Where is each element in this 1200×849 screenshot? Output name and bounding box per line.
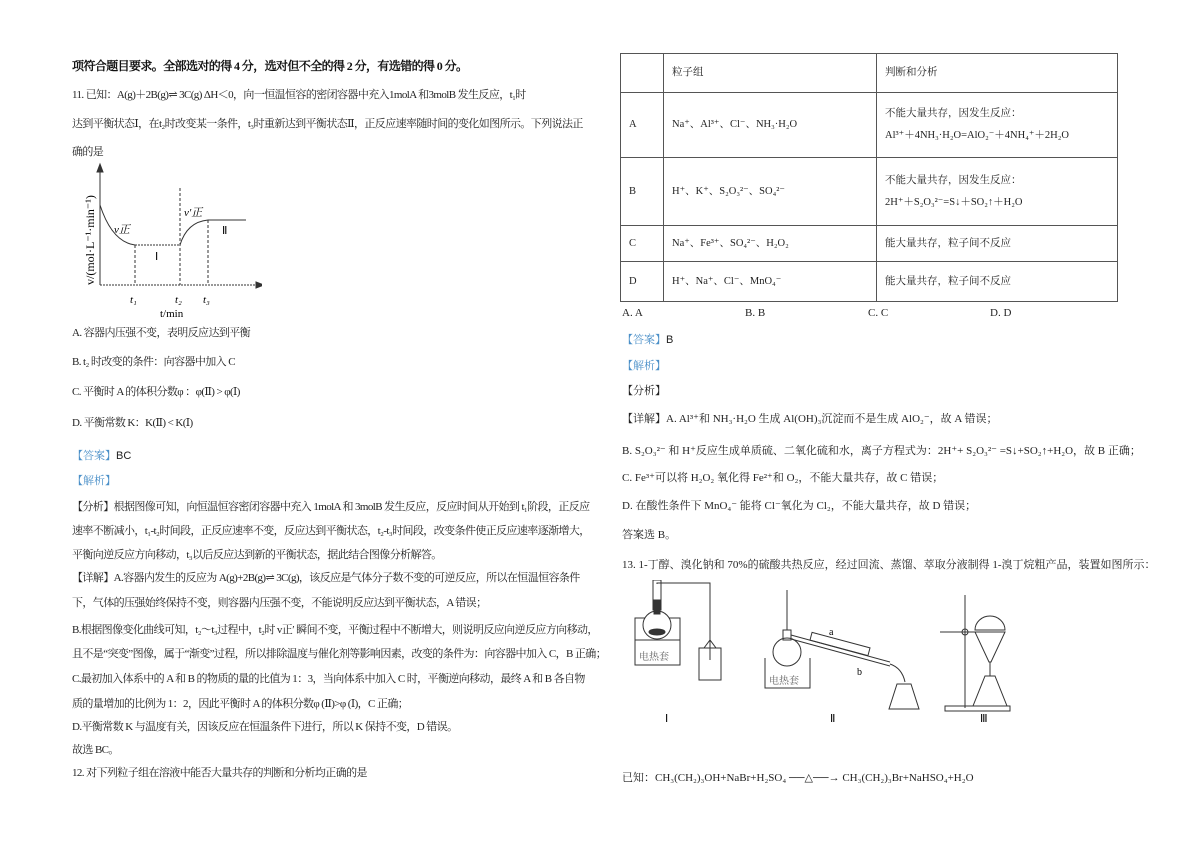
rate-time-graph	[72, 160, 262, 320]
analysis-tag: 【解析】	[72, 475, 116, 487]
y-axis-label: v/(mol·L⁻¹·min⁻¹)	[83, 195, 97, 285]
explain-line: C. Fe³⁺可以将 H₂O₂ 氧化得 Fe²⁺和 O₂，不能大量共存，故 C 错误；	[622, 472, 944, 484]
answer-tag: 【答案】	[72, 450, 116, 462]
row-judgement: 能大量共存，粒子间不反应	[877, 262, 1118, 302]
row-label: B	[621, 158, 664, 226]
apparatus-figure	[625, 580, 1025, 730]
curve-label-v-prime: v′正	[184, 207, 203, 219]
answer-tag: 【答案】	[622, 334, 666, 346]
q11-text: 达到平衡状态Ⅰ，在t₂时改变某一条件，t₃时重新达到平衡状态Ⅱ，正反应速率随时间的变化如图所示。下列说法正	[72, 118, 583, 130]
answer-line	[72, 449, 131, 463]
y-axis-arrow	[97, 164, 103, 172]
explain-line: 【分析】根据图像可知，向恒温恒容密闭容器中充入 1molA 和 3molB 发生反应，反应时间从开始到 t₁阶段，正反应	[72, 501, 590, 513]
fig-label-1: Ⅰ	[665, 713, 669, 725]
judge-equation: 2H⁺＋S₂O₃²⁻=S↓＋SO₂↑＋H₂O	[885, 196, 1023, 208]
header-cell: 粒子组	[664, 54, 877, 93]
table-row	[621, 262, 1118, 302]
option-a: A. 容器内压强不变，表明反应达到平衡	[72, 327, 251, 339]
header-cell	[621, 54, 664, 93]
choice-b: B. B	[745, 307, 766, 319]
row-particles: H⁺、Na⁺、Cl⁻、MnO₄⁻	[664, 262, 877, 302]
table-header-row	[621, 54, 1118, 93]
q11-text: 11. 已知：A(g)＋2B(g)⇌ 3C(g) ΔH＜0，向一恒温恒容的密闭容器中充入1molA 和3molB 发生反应，t₁时	[72, 89, 526, 101]
heater-label: 电热套	[769, 676, 799, 687]
row-judgement	[877, 158, 1118, 226]
state-label-1: Ⅰ	[155, 251, 159, 263]
table-row	[621, 158, 1118, 226]
tick-t2: t₂	[175, 294, 182, 306]
explain-line: 【详解】A. Al³⁺和 NH₃·H₂O 生成 Al(OH)₃沉淀而不是生成 AlO₂⁻，故 A 错误；	[622, 413, 998, 425]
explain-line: D. 在酸性条件下 MnO₄⁻ 能将 Cl⁻氧化为 Cl₂，不能大量共存，故 D 错误；	[622, 500, 977, 512]
particle-table	[620, 53, 1118, 302]
apparatus-reflux	[635, 580, 721, 680]
heater-label: 电热套	[639, 652, 669, 663]
choice-d: D. D	[990, 307, 1012, 319]
option-c: C. 平衡时 A 的体积分数φ ：φ(Ⅱ) > φ(Ⅰ)	[72, 386, 240, 398]
answer-value: BC	[116, 450, 132, 462]
row-judgement: 能大量共存，粒子间不反应	[877, 226, 1118, 262]
choice-c: C. C	[868, 307, 889, 319]
table-row	[621, 226, 1118, 262]
row-label: A	[621, 93, 664, 158]
explain-line: 【分析】	[622, 385, 666, 397]
q11-text: 确的是	[72, 146, 104, 158]
state-label-2: Ⅱ	[222, 225, 228, 237]
explain-line: B.根据图像变化曲线可知，t₂～t₃过程中，t₂时 v正′ 瞬间不变，平衡过程中不断增大，则说明反应向逆反应方向移动，	[72, 624, 598, 636]
explain-line: 【详解】A.容器内发生的反应为 A(g)+2B(g)⇌ 3C(g)，该反应是气体分子数不变的可逆反应，所以在恒温恒容条件	[72, 572, 580, 584]
explain-line: 答案选 B。	[622, 529, 677, 541]
explain-line: 质的量增加的比例为 1：2，因此平衡时 A 的体积分数φ (Ⅱ)>φ (Ⅰ)，C 正确；	[72, 698, 409, 710]
option-d: D. 平衡常数 K：K(Ⅱ) < K(Ⅰ)	[72, 417, 193, 429]
curve-v-forward-prime	[180, 220, 208, 245]
explain-line: 且不是“突变”图像，属于“渐变”过程，所以排除温度与催化剂等影响因素，改变的条件为：向容器中加入 C，B 正确；	[72, 648, 607, 660]
tick-t3: t₃	[203, 294, 210, 306]
label-b: b	[857, 667, 862, 678]
header-cell: 判断和分析	[877, 54, 1118, 93]
x-axis-label: t/min	[160, 308, 184, 320]
curve-label-v: v正	[114, 224, 130, 236]
row-label: D	[621, 262, 664, 302]
apparatus-distillation	[765, 590, 919, 709]
tick-t1: t₁	[130, 294, 137, 306]
answer-line	[622, 333, 673, 347]
fig-label-3: Ⅲ	[980, 713, 988, 725]
row-label: C	[621, 226, 664, 262]
explain-line: 速率不断减小，t₁-t₂时间段，正反应速率不变，反应达到平衡状态，t₂-t₃时间段，改变条件使正反应速率逐渐增大，	[72, 525, 590, 537]
apparatus-separating-funnel	[940, 595, 1010, 711]
explain-line: 故选 BC。	[72, 744, 119, 756]
explain-line: B. S₂O₃²⁻ 和 H⁺反应生成单质硫、二氧化硫和水，离子方程式为：2H⁺+ S₂O₃²⁻ =S↓+SO₂↑+H₂O，故 B 正确；	[622, 445, 1141, 457]
explain-line: C.最初加入体系中的 A 和 B 的物质的量的比值为 1：3，当向体系中加入 C 时，平衡逆向移动，最终 A 和 B 各自物	[72, 673, 585, 685]
table-row	[621, 93, 1118, 158]
q13-text: 13. 1-丁醇、溴化钠和 70%的硫酸共热反应，经过回流、蒸馏、萃取分液制得 1-溴丁烷粗产品，装置如图所示：	[622, 559, 1156, 571]
judge-text: 不能大量共存，因发生反应：	[885, 174, 1022, 186]
judge-equation: Al³⁺＋4NH₃·H₂O=AlO₂⁻＋4NH₄⁺＋2H₂O	[885, 130, 1069, 141]
q12-text: 12. 对下列粒子组在溶液中能否大量共存的判断和分析均正确的是	[72, 767, 367, 779]
option-b: B. t₂ 时改变的条件：向容器中加入 C	[72, 356, 235, 368]
judge-text: 不能大量共存，因发生反应：	[885, 108, 1022, 119]
fig-label-2: Ⅱ	[830, 713, 836, 725]
choice-a: A. A	[622, 307, 643, 319]
explain-line: D.平衡常数 K 与温度有关，因该反应在恒温条件下进行，所以 K 保持不变，D 错误。	[72, 721, 458, 733]
known-equation: 已知：CH₃(CH₂)₃OH+NaBr+H₂SO₄ ──△──→ CH₃(CH₂)₃Br+NaHSO₄+H₂O	[622, 772, 974, 784]
explain-line: 平衡向逆反应方向移动，t₃以后反应达到新的平衡状态，据此结合图像分析解答。	[72, 549, 442, 561]
analysis-tag: 【解析】	[622, 360, 666, 372]
row-particles: Na⁺、Fe³⁺、SO₄²⁻、H₂O₂	[664, 226, 877, 262]
row-judgement	[877, 93, 1118, 158]
answer-value: B	[666, 334, 674, 346]
row-particles: H⁺、K⁺、S₂O₃²⁻、SO₄²⁻	[664, 158, 877, 226]
label-a: a	[829, 627, 834, 638]
section-instruction: 项符合题目要求。全部选对的得 4 分，选对但不全的得 2 分，有选错的得 0 分。	[72, 59, 468, 73]
x-axis-arrow	[256, 282, 262, 288]
explain-line: 下，气体的压强始终保持不变，则容器内压强不变，不能说明反应达到平衡状态，A 错误；	[72, 597, 487, 609]
row-particles: Na⁺、Al³⁺、Cl⁻、NH₃·H₂O	[664, 93, 877, 158]
